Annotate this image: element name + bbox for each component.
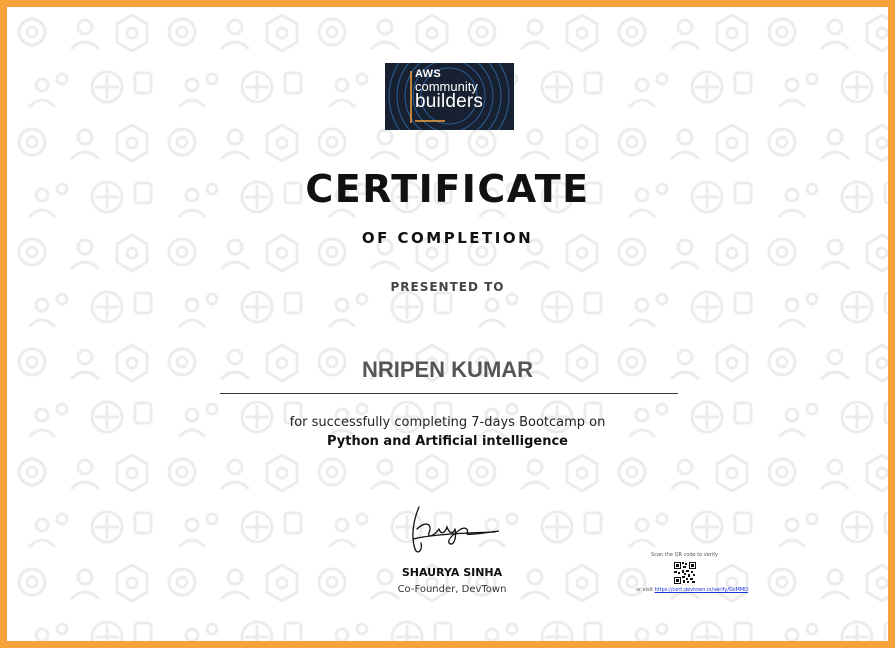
logo-builders-text: builders — [415, 91, 484, 112]
certificate-title: CERTIFICATE — [305, 167, 590, 211]
completion-description: for successfully completing 7-days Bootcamp on — [289, 415, 606, 430]
signature-image — [399, 499, 499, 559]
qr-caption: Scan the QR code to verify — [651, 552, 718, 558]
name-underline — [220, 393, 678, 394]
recipient-name: NRIPEN KUMAR — [361, 357, 534, 382]
signer-role: Co-Founder, DevTown — [397, 584, 507, 595]
logo-community-text: community — [415, 79, 478, 94]
aws-community-builders-logo — [385, 63, 514, 130]
qr-code-icon[interactable] — [674, 562, 696, 584]
course-name: Python and Artificial intelligence — [327, 434, 568, 449]
verify-link-line — [597, 587, 787, 593]
certificate-subtitle: OF COMPLETION — [361, 229, 534, 247]
logo-aws-text: AWS — [415, 68, 441, 80]
verify-prefix: or visit — [635, 587, 653, 593]
verify-url-link[interactable]: https://cert.devtown.in/verify/GsMMD — [654, 587, 749, 593]
signer-name: SHAURYA SINHA — [401, 566, 503, 579]
presented-to-label: PRESENTED TO — [390, 280, 505, 294]
